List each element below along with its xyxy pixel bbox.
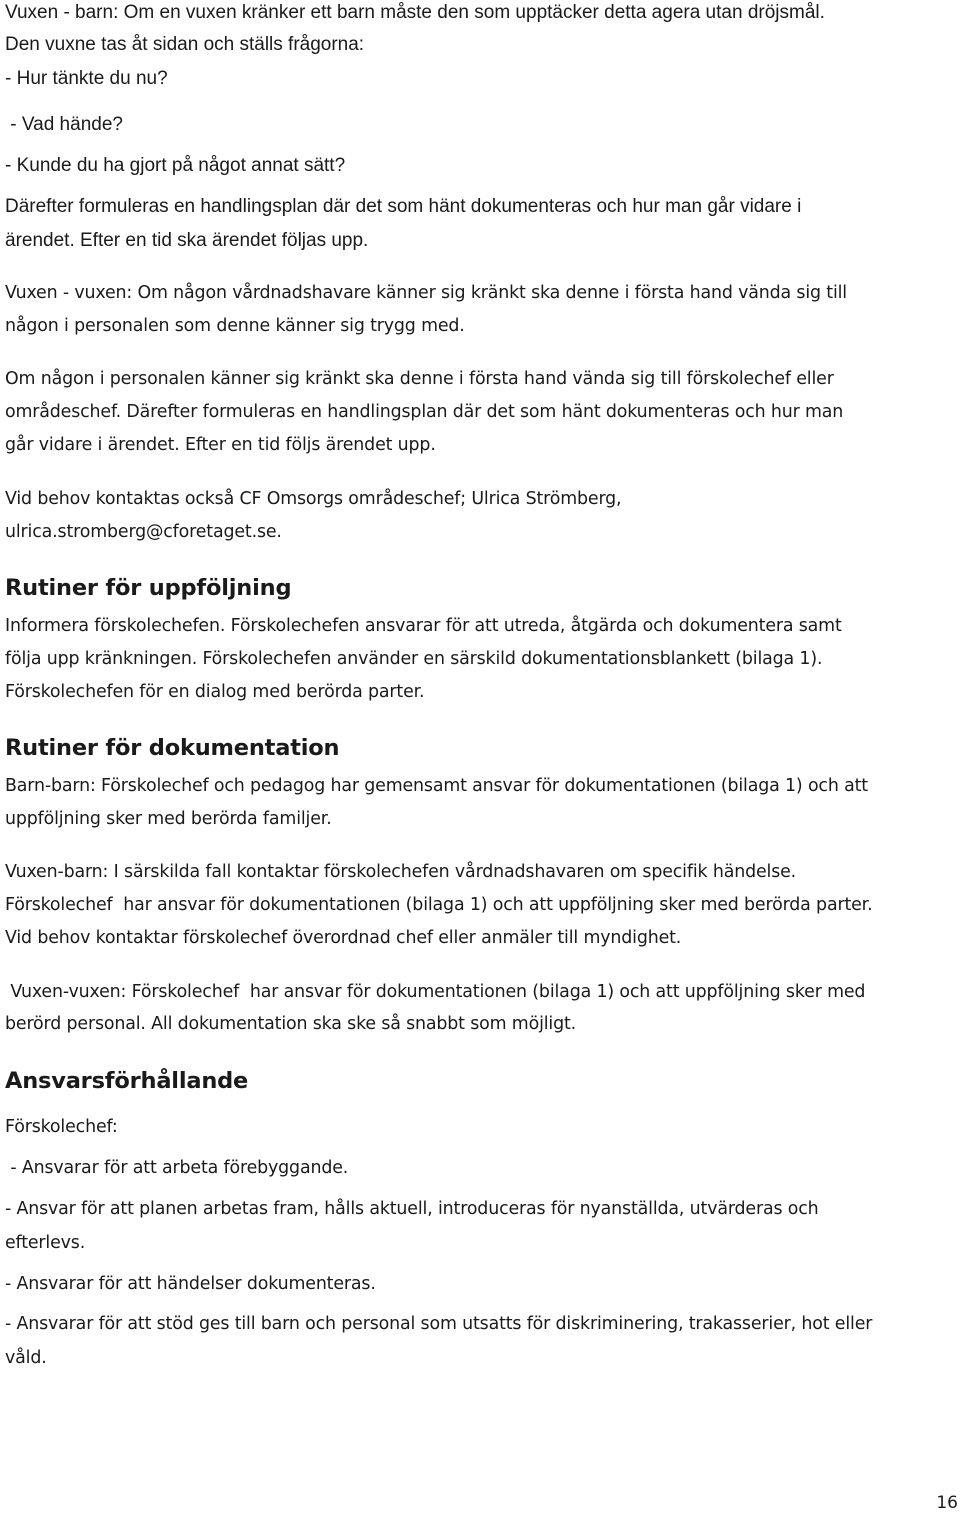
text-line: Den vuxne tas åt sidan och ställs frågorna: <box>5 34 365 55</box>
list-item: - Ansvar för att planen arbetas fram, hålls aktuell, introduceras för nyanställda, utvärderas och <box>5 1199 819 1219</box>
list-item-continuation: våld. <box>5 1348 47 1368</box>
text-line: går vidare i ärendet. Efter en tid följs ärendet upp. <box>5 435 436 455</box>
text-line: berörd personal. All dokumentation ska ske så snabbt som möjligt. <box>5 1014 577 1034</box>
text-line: uppföljning sker med berörda familjer. <box>5 809 332 829</box>
text-line: Förskolechef har ansvar för dokumentationen (bilaga 1) och att uppföljning sker med berörda parter. <box>5 895 873 915</box>
text-line: Förskolechefen för en dialog med berörda parter. <box>5 682 425 702</box>
text-line: - Vad hände? <box>5 114 123 135</box>
text-line: - Kunde du ha gjort på något annat sätt? <box>5 155 346 176</box>
text-line: Vid behov kontaktar förskolechef överordnad chef eller anmäler till myndighet. <box>5 928 682 948</box>
text-line: Vuxen-barn: I särskilda fall kontaktar förskolechefen vårdnadshavaren om specifik händelse. <box>5 862 797 882</box>
role-label: Förskolechef: <box>5 1117 118 1137</box>
text-line: områdeschef. Därefter formuleras en handlingsplan där det som hänt dokumenteras och hur man <box>5 402 844 422</box>
list-item-continuation: efterlevs. <box>5 1233 86 1253</box>
text-line: Vid behov kontaktas också CF Omsorgs områdeschef; Ulrica Strömberg, <box>5 489 622 509</box>
list-item: - Ansvarar för att händelser dokumenteras. <box>5 1274 376 1294</box>
text-line: följa upp kränkningen. Förskolechefen använder en särskild dokumentationsblankett (bilaga 1). <box>5 649 823 669</box>
text-line: någon i personalen som denne känner sig trygg med. <box>5 316 465 336</box>
list-item: - Ansvarar för att stöd ges till barn och personal som utsatts för diskriminering, trakasserier, hot eller <box>5 1314 873 1334</box>
section-heading: Rutiner för uppföljning <box>5 575 292 601</box>
email-line: ulrica.stromberg@cforetaget.se. <box>5 522 282 542</box>
text-line: - Hur tänkte du nu? <box>5 68 168 89</box>
text-line: Om någon i personalen känner sig kränkt ska denne i första hand vända sig till förskolechef eller <box>5 369 834 389</box>
text-line: Vuxen - vuxen: Om någon vårdnadshavare känner sig kränkt ska denne i första hand vända sig till <box>5 283 847 303</box>
text-line: Vuxen-vuxen: Förskolechef har ansvar för dokumentationen (bilaga 1) och att uppföljning sker med <box>5 982 866 1002</box>
page-number: 16 <box>936 1493 958 1513</box>
text-line: Vuxen - barn: Om en vuxen kränker ett barn måste den som upptäcker detta agera utan dröjsmål. <box>5 2 825 23</box>
section-heading: Rutiner för dokumentation <box>5 735 340 761</box>
text-line: ärendet. Efter en tid ska ärendet följas upp. <box>5 230 369 251</box>
text-line: Informera förskolechefen. Förskolechefen ansvarar för att utreda, åtgärda och dokumentera samt <box>5 616 842 636</box>
text-line: Därefter formuleras en handlingsplan där det som hänt dokumenteras och hur man går vidare i <box>5 196 802 217</box>
text-line: Barn-barn: Förskolechef och pedagog har gemensamt ansvar för dokumentationen (bilaga 1) och att <box>5 776 868 796</box>
list-item: - Ansvarar för att arbeta förebyggande. <box>5 1158 349 1178</box>
section-heading: Ansvarsförhållande <box>5 1068 249 1094</box>
